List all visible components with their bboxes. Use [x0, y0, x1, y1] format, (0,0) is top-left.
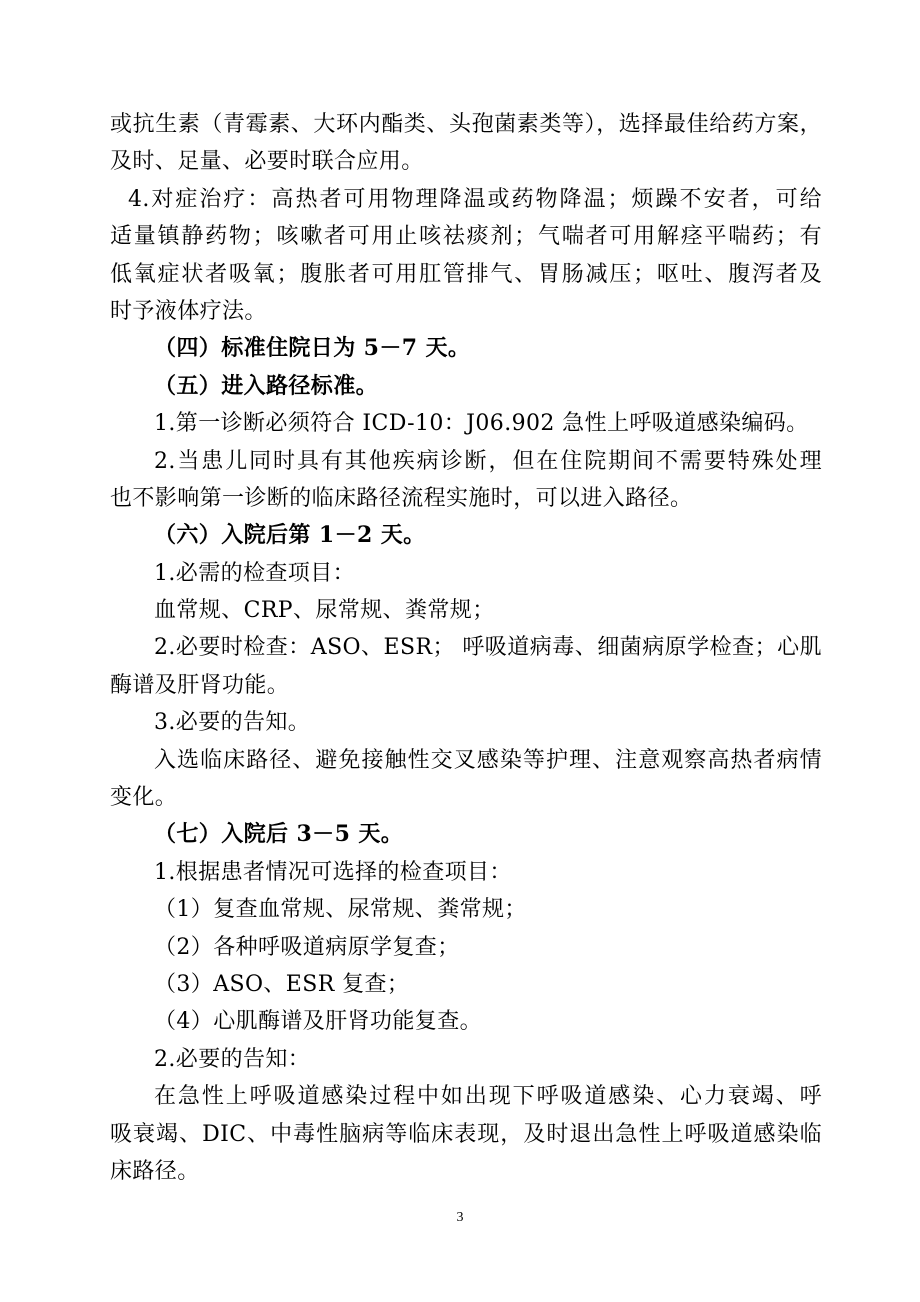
paragraph-line: 1.第一诊断必须符合 ICD-10：J06.902 急性上呼吸道感染编码。	[154, 411, 809, 437]
paragraph-line: 适量镇静药物；咳嗽者可用止咳祛痰剂；气喘者可用解痉平喘药；有	[110, 224, 822, 250]
list-item: （1）复查血常规、尿常规、粪常规；	[154, 897, 527, 923]
paragraph-line: 4.对症治疗：高热者可用物理降温或药物降温；烦躁不安者，可给	[128, 186, 822, 212]
list-item: （4）心肌酶谱及肝肾功能复查。	[154, 1009, 482, 1035]
paragraph-line: 3.必要的告知。	[154, 710, 311, 736]
section-heading: （七）入院后 3－5 天。	[154, 821, 404, 848]
paragraph-line: 酶谱及肝肾功能。	[110, 672, 290, 698]
paragraph-line: 血常规、CRP、尿常规、粪常规；	[154, 598, 495, 624]
paragraph-line: 2.必要的告知：	[154, 1046, 311, 1072]
document-body	[110, 106, 822, 1190]
paragraph-line: 2.当患儿同时具有其他疾病诊断，但在住院期间不需要特殊处理	[154, 448, 822, 474]
page-number: 3	[456, 1210, 464, 1225]
paragraph-line: 时予液体疗法。	[110, 298, 267, 324]
paragraph-line: 入选临床路径、避免接触性交叉感染等护理、注意观察高热者病情	[154, 747, 822, 773]
paragraph-line: 或抗生素（青霉素、大环内酯类、头孢菌素类等），选择最佳给药方案，	[110, 112, 822, 137]
list-item: （2）各种呼吸道病原学复查；	[154, 934, 460, 960]
paragraph-line: 2.必要时检查：ASO、ESR； 呼吸道病毒、细菌病原学检查；心肌	[154, 635, 822, 661]
paragraph-line: 吸衰竭、DIC、中毒性脑病等临床表现，及时退出急性上呼吸道感染临	[110, 1121, 822, 1147]
paragraph-line: 1.必需的检查项目：	[154, 560, 355, 586]
section-heading: （五）进入路径标准。	[154, 372, 379, 399]
list-item: （3）ASO、ESR 复查；	[154, 971, 410, 997]
paragraph-line: 及时、足量、必要时联合应用。	[110, 149, 424, 175]
paragraph-line: 床路径。	[110, 1158, 200, 1184]
paragraph-line: 也不影响第一诊断的临床路径流程实施时，可以进入路径。	[110, 485, 693, 511]
paragraph-line: 1.根据患者情况可选择的检查项目：	[154, 859, 512, 885]
paragraph-line: 变化。	[110, 785, 178, 811]
paragraph-line: 低氧症状者吸氧；腹胀者可用肛管排气、胃肠减压；呕吐、腹泻者及	[110, 261, 822, 287]
section-heading: （六）入院后第 1－2 天。	[154, 522, 426, 549]
section-heading: （四）标准住院日为 5－7 天。	[154, 335, 471, 362]
paragraph-line: 在急性上呼吸道感染过程中如出现下呼吸道感染、心力衰竭、呼	[154, 1084, 822, 1110]
